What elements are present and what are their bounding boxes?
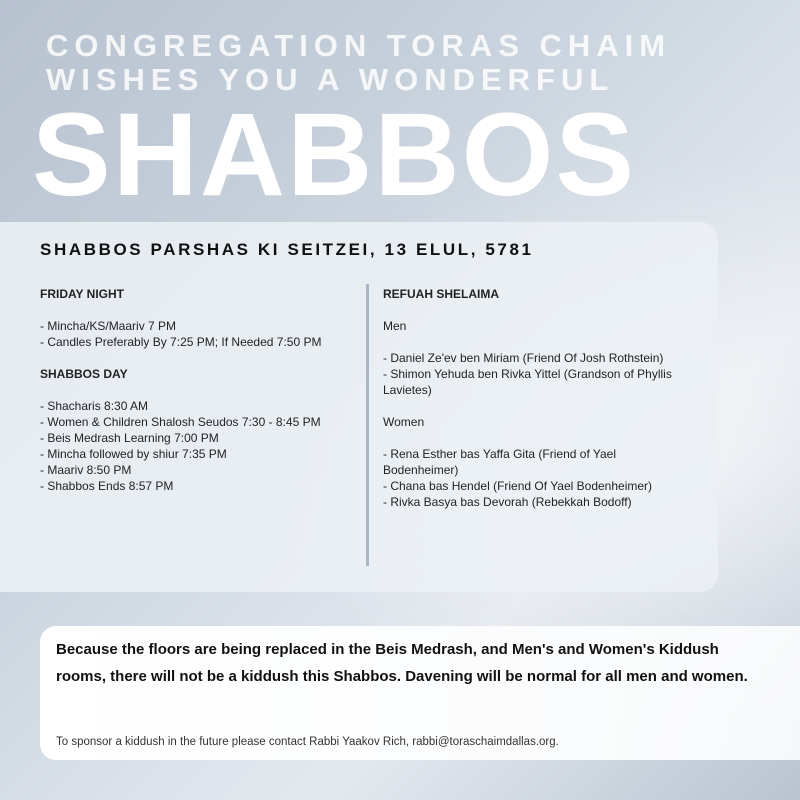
header-congregation-line: CONGREGATION TORAS CHAIM xyxy=(46,28,672,63)
list-item: - Chana bas Hendel (Friend Of Yael Bodenheimer) xyxy=(383,479,653,493)
refuah-shelaima-heading: REFUAH SHELAIMA xyxy=(383,287,499,301)
list-item: - Shabbos Ends 8:57 PM xyxy=(40,479,174,493)
list-item: - Rivka Basya bas Devorah (Rebekkah Bodoff) xyxy=(383,495,632,509)
schedule-title: SHABBOS PARSHAS KI SEITZEI, 13 ELUL, 5781 xyxy=(40,240,534,259)
women-label: Women xyxy=(383,415,425,429)
notice-card xyxy=(40,626,800,760)
list-item: - Women & Children Shalosh Seudos 7:30 - 8:45 PM xyxy=(40,415,321,429)
list-item: - Rena Esther bas Yaffa Gita (Friend of Yael Bodenheimer) xyxy=(383,447,617,477)
list-item: - Mincha/KS/Maariv 7 PM xyxy=(40,319,177,333)
list-item: - Daniel Ze'ev ben Miriam (Friend Of Josh Rothstein) xyxy=(383,351,664,365)
schedule-right-column xyxy=(383,286,693,510)
column-divider xyxy=(366,284,369,566)
shabbos-title: SHABBOS xyxy=(32,89,637,221)
header-wishes-line: WISHES YOU A WONDERFUL xyxy=(46,62,615,97)
list-item: - Shimon Yehuda ben Rivka Yittel (Grandson of Phyllis Lavietes) xyxy=(383,367,672,397)
sponsor-contact: To sponsor a kiddush in the future please contact Rabbi Yaakov Rich, rabbi@toraschaimdallas.org. xyxy=(56,736,559,748)
list-item: - Maariv 8:50 PM xyxy=(40,463,132,477)
friday-night-heading: FRIDAY NIGHT xyxy=(40,287,125,301)
men-label: Men xyxy=(383,319,407,333)
schedule-left-column xyxy=(40,286,350,494)
list-item: - Mincha followed by shiur 7:35 PM xyxy=(40,447,227,461)
list-item: - Shacharis 8:30 AM xyxy=(40,399,149,413)
list-item: - Beis Medrash Learning 7:00 PM xyxy=(40,431,219,445)
schedule-card xyxy=(0,222,718,592)
shabbos-day-heading: SHABBOS DAY xyxy=(40,367,128,381)
list-item: - Candles Preferably By 7:25 PM; If Needed 7:50 PM xyxy=(40,335,322,349)
kiddush-notice: Because the floors are being replaced in the Beis Medrash, and Men's and Women's Kiddush rooms, there will not be a kiddush this Shabbos. Davening will be normal for all men and women. xyxy=(56,641,748,685)
